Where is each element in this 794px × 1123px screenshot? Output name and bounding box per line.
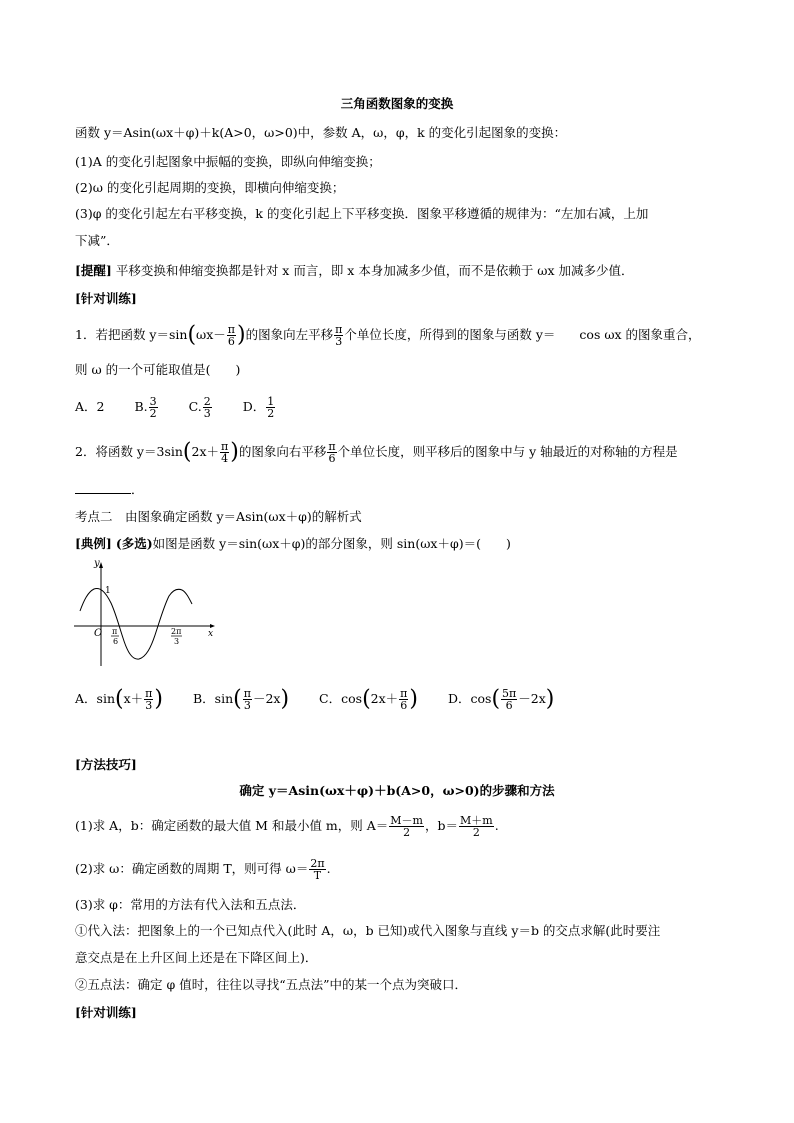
answer-blank (75, 483, 131, 494)
q2-end: ． (131, 482, 144, 497)
practice-label-2: [针对训练] (75, 1005, 137, 1020)
method-label: [方法技巧] (75, 757, 137, 772)
example-text: 如图是函数 y＝sin(ωx＋φ)的部分图象，则 sin(ωx＋φ)＝( ) (152, 536, 511, 551)
sine-graph (72, 558, 217, 670)
q1-text-c: 个单位长度，所得到的图象与函数 y＝ (344, 327, 556, 342)
method-title: 确定 y＝Asin(ωx＋φ)＋b(A>0，ω>0)的步骤和方法 (239, 783, 555, 798)
ex-option-b: B．sin( $\frac{\pi}{3}$ －2x) (192, 686, 290, 712)
method-step-1: (1)求 A，b：确定函数的最大值 M 和最小值 m，则 A＝ $\frac{M-m}{2}$ ，b＝ $\frac{M+m}{2}$ . (75, 814, 499, 839)
intro-line-1: 函数 y＝Asin(ωx＋φ)＋k(A>0，ω>0)中，参数 A，ω，φ，k 的变化引起图象的变换： (75, 125, 567, 140)
q1-text-b: 的图象向左平移 (245, 327, 334, 342)
q2-text-a: 2．将函数 y＝3sin (75, 444, 183, 459)
method-five-point: ②五点法：确定 φ 值时，往往以寻找“五点法”中的某一个点为突破口． (75, 977, 467, 992)
q2-frac-shift: $\frac{\pi}{4}$ (221, 440, 229, 465)
intro-line-4: (3)φ 的变化引起左右平移变换，k 的变化引起上下平移变换．图象平移遵循的规律为：“左加右减，上加 (75, 206, 649, 221)
q1-text-a: 1．若把函数 y＝sin (75, 327, 188, 342)
tip-label: [提醒] (75, 263, 112, 278)
tick-2pi3-num: 2π (171, 627, 182, 636)
tip-text: 平移变换和伸缩变换都是针对 x 而言，即 x 本身加减多少值，而不是依赖于 ωx 加减多少值． (115, 263, 634, 278)
q2-text-c: 个单位长度，则平移后的图象中与 y 轴最近的对称轴的方程是 (337, 444, 678, 459)
q1-frac-move: $\frac{\pi}{3}$ (335, 323, 343, 348)
ex-option-c: C．cos(2x＋ $\frac{\pi}{6}$ ) (319, 686, 418, 712)
tick-pi6-num: π (112, 627, 118, 636)
intro-line-3: (2)ω 的变化引起周期的变换，即横向伸缩变换； (75, 180, 345, 195)
ex-option-a: A．sin(x＋ $\frac{\pi}{3}$ ) (75, 686, 163, 712)
q2-arg: 2x＋ (191, 444, 220, 459)
q1-option-d: D． $\frac{1}{2}$ (242, 395, 275, 420)
q1-arg: ωx－ (196, 327, 226, 342)
practice-label-1: [针对训练] (75, 291, 137, 306)
q1-frac-shift: $\frac{\pi}{6}$ (227, 323, 236, 348)
method-substitution-1: ①代入法：把图象上的一个已知点代入(此时 A，ω，b 已知)或代入图象与直线 y＝b 的交点求解(此时要注 (75, 923, 661, 938)
example-label: [典例] (75, 536, 112, 551)
q1-text-d: cos ωx 的图象重合， (579, 327, 701, 342)
example-options (75, 688, 730, 711)
question-2-line-2 (75, 481, 730, 499)
example-tag: (多选) (115, 536, 153, 551)
page-title: 三角函数图象的变换 (340, 96, 454, 111)
x-label: x (208, 629, 214, 639)
question-1-line-2: 则 ω 的一个可能取值是( ) (75, 362, 241, 377)
x-axis-arrow (210, 624, 215, 628)
ex-option-d: D．cos( $\frac{5\pi}{6}$ －2x) (447, 686, 555, 712)
origin-label: O (94, 628, 103, 639)
kaodian-heading: 考点二 由图象确定函数 y＝Asin(ωx＋φ)的解析式 (75, 509, 362, 524)
q1-option-c: C. $\frac{2}{3}$ (188, 395, 211, 420)
example-line (75, 535, 730, 553)
frac-omega: $\frac{2\pi}{T}$ (310, 857, 325, 882)
sine-curve (80, 589, 192, 660)
q2-frac-move: $\frac{\pi}{6}$ (328, 440, 336, 465)
method-step-2: (2)求 ω：确定函数的周期 T，则可得 ω＝ $\frac{2\pi}{T}$ . (75, 857, 331, 882)
tick-pi6-den: 6 (113, 637, 119, 646)
intro-line-2: (1)A 的变化引起图象中振幅的变换，即纵向伸缩变换； (75, 154, 381, 169)
q1-option-a: A．2 (75, 399, 105, 414)
question-1-options (75, 396, 730, 419)
q1-option-b: B. $\frac{3}{2}$ (134, 395, 157, 420)
q2-text-b: 的图象向右平移 (238, 444, 327, 459)
method-step-3: (3)求 φ：常用的方法有代入法和五点法． (75, 897, 306, 912)
question-2-line-1: 2．将函数 y＝3sin(2x＋ $\frac{\pi}{4}$ )的图象向右平移 $\frac{\pi}{6}$ 个单位长度，则平移后的图象中与 y 轴最近的对称轴的方程是 (75, 439, 678, 465)
frac-offset: $\frac{M+m}{2}$ (460, 814, 493, 839)
question-1-line-1: 1．若把函数 y＝sin(ωx－ $\frac{\pi}{6}$ )的图象向左平移 $\frac{\pi}{3}$ 个单位长度，所得到的图象与函数 y＝ cos ωx 的图象重合， (75, 322, 701, 348)
tick-2pi3-den: 3 (174, 637, 180, 646)
tick-one: 1 (105, 586, 111, 596)
method-substitution-2: 意交点是在上升区间上还是在下降区间上)． (75, 950, 318, 965)
tip-line (75, 262, 730, 280)
intro-line-5: 下减”． (75, 233, 119, 248)
frac-amplitude: $\frac{M-m}{2}$ (390, 814, 423, 839)
y-label: y (94, 558, 100, 569)
